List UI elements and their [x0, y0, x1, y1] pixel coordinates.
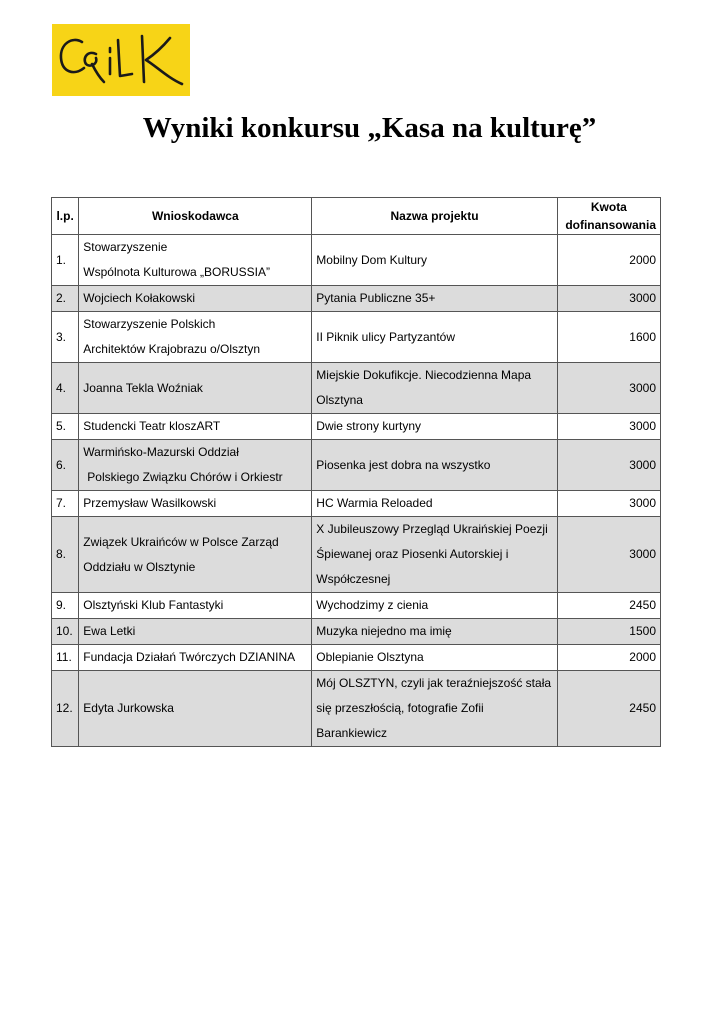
table-header-row: [52, 198, 661, 235]
applicant-line: Fundacja Działań Twórczych DZIANINA: [83, 650, 296, 664]
applicant-line: Stowarzyszenie: [83, 240, 168, 254]
applicant-line: Polskiego Związku Chórów i Orkiestr: [87, 470, 283, 484]
project-line: Wychodzimy z cienia: [316, 598, 429, 612]
table-row: [52, 286, 661, 312]
row-amount: 2000: [557, 645, 660, 671]
project-line: Olsztyna: [316, 393, 363, 407]
row-project: [312, 312, 557, 363]
applicant-line: Edyta Jurkowska: [83, 701, 174, 715]
table-row: [52, 671, 661, 747]
header-project: Nazwa projektu: [312, 198, 557, 235]
row-amount: 3000: [557, 517, 660, 593]
applicant-line: Warmińsko-Mazurski Oddział: [83, 445, 239, 459]
row-applicant: [79, 440, 312, 491]
row-amount: 3000: [557, 286, 660, 312]
project-line: Mobilny Dom Kultury: [316, 252, 427, 267]
row-project: [312, 363, 557, 414]
row-applicant: [79, 363, 312, 414]
table-row: [52, 414, 661, 440]
project-line: Dwie strony kurtyny: [316, 419, 421, 433]
project-line: Miejskie Dokufikcje. Niecodzienna Mapa: [316, 368, 532, 382]
row-number: 6.: [52, 440, 79, 491]
row-project: [312, 593, 557, 619]
row-number: 8.: [52, 517, 79, 593]
project-line: Barankiewicz: [316, 726, 387, 740]
row-number: 7.: [52, 491, 79, 517]
project-line: HC Warmia Reloaded: [316, 496, 433, 510]
row-amount: 3000: [557, 491, 660, 517]
table-row: [52, 593, 661, 619]
row-project: [312, 671, 557, 747]
project-line: Śpiewanej oraz Piosenki Autorskiej i: [316, 547, 509, 561]
logo: [52, 24, 190, 96]
header-applicant: Wnioskodawca: [79, 198, 312, 235]
row-number: 9.: [52, 593, 79, 619]
project-line: się przeszłością, fotografie Zofii: [316, 701, 484, 715]
header-number: l.p.: [52, 198, 79, 235]
table-row: [52, 517, 661, 593]
row-project: [312, 440, 557, 491]
applicant-line: Studencki Teatr kloszART: [83, 419, 221, 433]
table-row: [52, 645, 661, 671]
applicant-line: Wspólnota Kulturowa „BORUSSIA”: [83, 265, 271, 279]
applicant-line: Wojciech Kołakowski: [83, 291, 196, 305]
table-row: [52, 235, 661, 286]
header-amount: [557, 198, 660, 235]
table-row: [52, 619, 661, 645]
applicant-line: Ewa Letki: [83, 624, 136, 638]
row-number: 11.: [52, 645, 79, 671]
project-line: Oblepianie Olsztyna: [316, 650, 424, 664]
row-amount: 3000: [557, 414, 660, 440]
row-applicant: [79, 235, 312, 286]
row-project: [312, 619, 557, 645]
row-number: 3.: [52, 312, 79, 363]
logo-lettering: [52, 24, 190, 96]
row-applicant: [79, 286, 312, 312]
table-row: [52, 440, 661, 491]
row-project: [312, 645, 557, 671]
row-applicant: [79, 312, 312, 363]
project-line: Pytania Publiczne 35+: [316, 291, 436, 305]
row-project: [312, 517, 557, 593]
row-amount: 1500: [557, 619, 660, 645]
row-number: 4.: [52, 363, 79, 414]
project-line: Mój OLSZTYN, czyli jak teraźniejszość stała: [316, 676, 552, 690]
applicant-line: Przemysław Wasilkowski: [83, 496, 217, 510]
table-body: [52, 235, 661, 747]
row-project: [312, 414, 557, 440]
project-line: Muzyka niejedno ma imię: [316, 624, 452, 638]
row-amount: 2450: [557, 593, 660, 619]
row-amount: 3000: [557, 363, 660, 414]
row-amount: 2000: [557, 235, 660, 286]
row-applicant: [79, 491, 312, 517]
results-table: [51, 197, 661, 747]
row-number: 12.: [52, 671, 79, 747]
applicant-line: Joanna Tekla Woźniak: [83, 380, 203, 395]
table-row: [52, 363, 661, 414]
project-line: II Piknik ulicy Partyzantów: [316, 329, 456, 344]
applicant-line: Oddziału w Olsztynie: [83, 559, 196, 574]
row-applicant: [79, 517, 312, 593]
row-project: [312, 491, 557, 517]
project-line: Współczesnej: [316, 572, 391, 586]
page-title: Wyniki konkursu „Kasa na kulturę”: [142, 112, 597, 144]
row-project: [312, 286, 557, 312]
row-applicant: [79, 645, 312, 671]
row-applicant: [79, 593, 312, 619]
row-applicant: [79, 671, 312, 747]
header-amount-line2: dofinansowania: [565, 218, 656, 232]
applicant-line: Olsztyński Klub Fantastyki: [83, 598, 224, 612]
row-amount: 2450: [557, 671, 660, 747]
applicant-line: Architektów Krajobrazu o/Olsztyn: [83, 342, 261, 356]
row-number: 2.: [52, 286, 79, 312]
table-row: [52, 491, 661, 517]
row-number: 10.: [52, 619, 79, 645]
applicant-line: Związek Ukraińców w Polsce Zarząd: [83, 534, 279, 549]
header-amount-line1: Kwota: [590, 200, 627, 214]
project-line: Piosenka jest dobra na wszystko: [316, 457, 491, 472]
row-applicant: [79, 619, 312, 645]
row-number: 5.: [52, 414, 79, 440]
project-line: X Jubileuszowy Przegląd Ukraińskiej Poezji: [316, 522, 548, 536]
table-row: [52, 312, 661, 363]
row-number: 1.: [52, 235, 79, 286]
row-amount: 1600: [557, 312, 660, 363]
applicant-line: Stowarzyszenie Polskich: [83, 317, 216, 331]
row-amount: 3000: [557, 440, 660, 491]
row-project: [312, 235, 557, 286]
row-applicant: [79, 414, 312, 440]
